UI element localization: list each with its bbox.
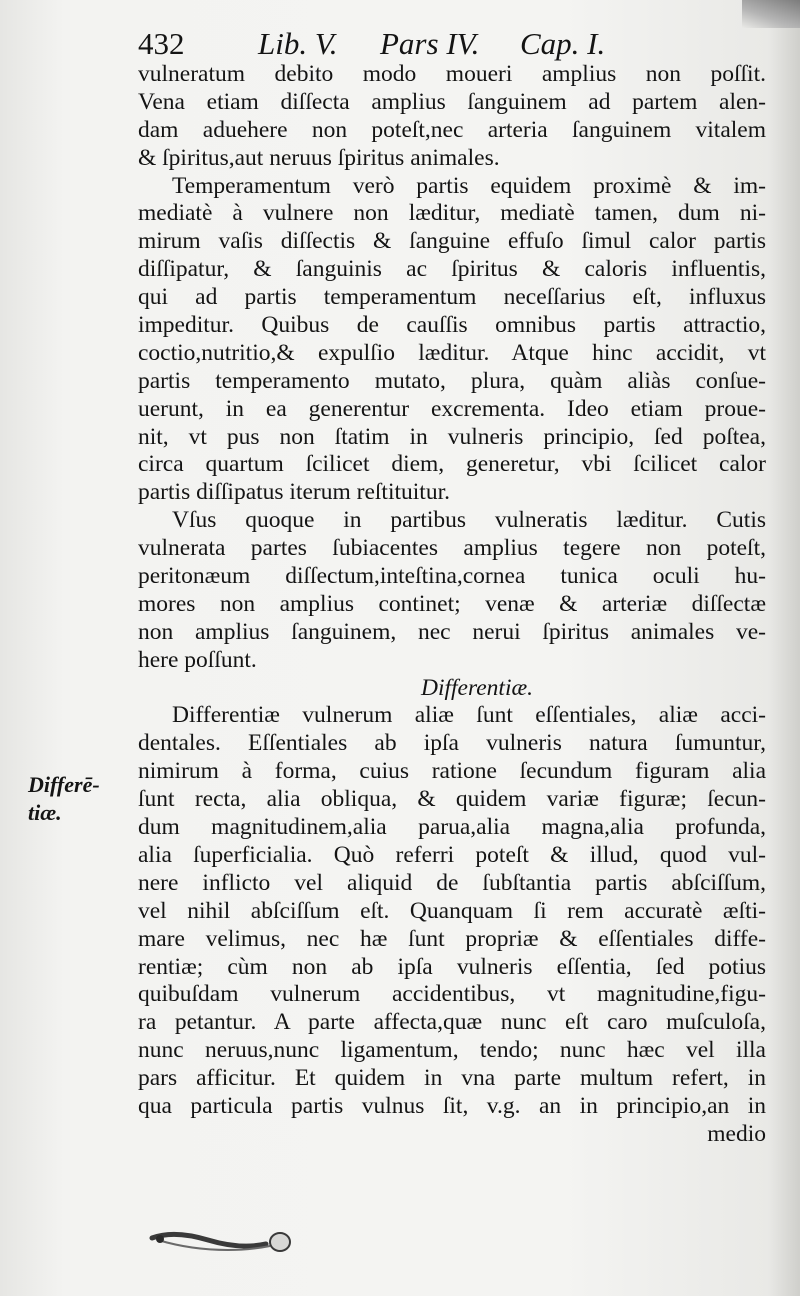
text-line: quibuſdam vulnerum accidentibus, vt magnitudine,figu- [138,981,766,1008]
text-line: pars afficitur. Et quidem in vna parte multum refert, in [138,1065,766,1092]
text-line: Vena etiam diſſecta amplius ſanguinem ad partem alen- [138,88,766,115]
text-line: mare velimus, nec hæ ſunt propriæ & eſſentiales diffe- [138,925,766,952]
text-line: dum magnitudinem,alia parua,alia magna,alia profunda, [138,814,766,841]
text-line: qui ad partis temperamentum neceſſarius eſt, influxus [138,284,766,311]
text-line: rentiæ; cùm non ab ipſa vulneris eſſentia, ſed potius [138,953,766,980]
marginal-note [28,771,118,827]
text-line: qua particula partis vulnus ſit, v.g. an in principio,an in [138,1092,766,1119]
text-line: impeditur. Quibus de cauſſis omnibus partis attractio, [138,312,766,339]
text-line: mediatè à vulnere non læditur, mediatè tamen, dum ni- [138,200,766,227]
text-line: Differentiæ vulnerum aliæ ſunt eſſentiales, aliæ acci- [172,702,766,729]
text-line: ra petantur. A parte affecta,quæ nunc eſt caro muſculoſa, [138,1009,766,1036]
text-line: nimirum à forma, cuius ratione ſecundum figuram alia [138,758,766,785]
text-line: coctio,nutritio,& expulſio læditur. Atque hinc accidit, vt [138,339,766,366]
text-line: diſſipatur, & ſanguinis ac ſpiritus & caloris influentis, [138,256,766,283]
text-line: mores non amplius continet; venæ & arteriæ diſſectæ [138,590,766,617]
text-line: & ſpiritus,aut neruus ſpiritus animales. [138,144,500,171]
text-line: vel nihil abſciſſum eſt. Quanquam ſi rem accuratè æſti- [138,897,766,924]
text-line: peritonæum diſſectum,inteſtina,cornea tunica oculi hu- [138,563,766,590]
header-chapter: Cap. I. [520,26,606,61]
text-line: vulneratum debito modo moueri amplius non poſſit. [138,61,766,87]
text-line: mirum vaſis diſſectis & ſanguine effuſo ſimul calor partis [138,228,766,255]
text-line: vulnerata partes ſubiacentes amplius tegere non poteſt, [138,535,766,562]
header-part: Pars IV. [380,26,480,61]
text-line: partis diſſipatus iterum reſtituitur. [138,479,450,506]
text-line: Vſus quoque in partibus vulneratis læditur. Cutis [172,507,766,534]
printers-ornament-icon [148,1224,298,1264]
text-line: here poſſunt. [138,646,257,673]
text-line: non amplius ſanguinem, nec nerui ſpiritus animales ve- [138,618,766,645]
text-line: nunc neruus,nunc ligamentum, tendo; nunc hæc vel illa [138,1037,766,1064]
body-text [138,61,766,1149]
marginal-note-line: tiæ. [28,800,62,825]
running-header [138,24,778,64]
text-line: partis temperamento mutato, plura, quàm aliàs conſue- [138,367,766,394]
text-line: circa quartum ſcilicet diem, generetur, vbi ſcilicet calor [138,451,766,478]
text-line: nit, vt pus non ſtatim in vulneris principio, ſed poſtea, [138,423,766,450]
text-line: alia ſuperficialia. Quò referri poteſt & illud, quod vul- [138,841,766,868]
text-line: medio [707,1120,766,1147]
text-line: dam aduehere non poteſt,nec arteria ſanguinem vitalem [138,116,766,143]
header-book: Lib. V. [258,26,338,61]
text-line: dentales. Eſſentiales ab ipſa vulneris natura ſumuntur, [138,730,766,757]
text-line: nere inflicto vel aliquid de ſubſtantia partis abſciſſum, [138,869,766,896]
text-line: Temperamentum verò partis equidem proximè & im- [172,172,766,199]
page-number: 432 [138,26,185,61]
text-line: ſunt recta, alia obliqua, & quidem variæ figuræ; ſecun- [138,786,766,813]
text-line: uerunt, in ea generentur excrementa. Ideo etiam proue- [138,395,766,422]
marginal-note-line: Differē- [28,772,100,797]
section-heading: Differentiæ. [420,674,534,701]
